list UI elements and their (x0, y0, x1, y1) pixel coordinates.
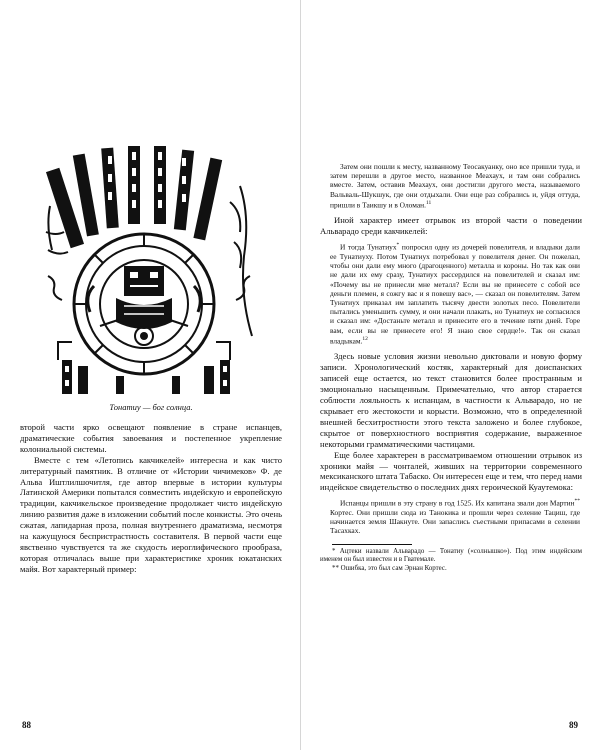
footnote-ref-11: 11 (425, 199, 432, 206)
right-paragraph-3: Еще более характерен в рассматриваемом отношении отрывок из хроники майя — чонталей, живших на территории современного мексиканского штата Табаско. Он интересен еще и тем, что перед нами индейское свидетельство о последних днях героической Куаутемока: (320, 449, 582, 493)
quote-1-text: Затем они пошли к месту, названному Теосакуанку, оно все пришли туда, и затем перешли в другое место, названное Меахаух, и там они собрались вместе. Затем, оставив Меахаух, они достигли другого места, называемого Вальваль-Шукшук, где они отдыхали. Они еще раз собрались и, уйдя оттуда, пришли в Таикшу и в Оломан. (330, 162, 580, 210)
right-page (300, 0, 600, 750)
right-paragraph-2: Здесь новые условия жизни невольно диктовали и новую форму записи. Хронологический костяк, характерный для доиспанских записей еще остается, но текст становится более пространным и эмоционально насыщенным. Примечательно, что автор старается соблюсти лояльность к испанцам, в частности к Альварадо, но не скрывает его жестокости и корысти. Возможно, что в определенной внешней бесхитростности этого текста заложено и более глубокое, скрытое от поверхностного восприятия содержание, выраженное некоторыми грамматическими частицами. (320, 351, 582, 449)
footnote-ref-12: 12 (362, 335, 368, 342)
quote-3-text-b: Кортес. Они пришли сюда из Танокика и прошли через селение Тациш, где начинается земля Шакнуте. Они запаслись съестными припасами в селении Тасахках. (330, 507, 580, 536)
quote-block-3 (320, 497, 582, 535)
left-paragraph-1: второй части ярко освещают появление в стране испанцев, драматические события завоевания и постепенное укрепление колониальной системы. (20, 422, 282, 454)
right-text-column (320, 158, 582, 573)
illustration-caption: Тонатиу — бог солнца. (109, 402, 193, 412)
footnote-marker-star: * (396, 242, 400, 249)
footnote-marker-double-star: ** (574, 498, 580, 505)
page-number-left: 88 (22, 720, 31, 730)
quote-2-text-a: И тогда Тунатиух (340, 242, 397, 252)
quote-2-text-b: попросил одну из дочерей повелителя, и владыки дали ее Тунатиуху. Потом Тунатиух потребовал у повелителя денег. Он пожелал, чтобы они дали ему много (драгоценного) металла и короны. Но так как они не дали их ему сразу, Тунатиух рассердился на повелителей и сказал им: «Почему вы не принесли мне металл? Если вы не принесете с собой все деньги племен, я сожгу вас и я повешу вас», — сказал он повелителям. Затем Тунатиух приказал им заплатить тысячу двести золотых песо. Повелители пытались уменьшить сумму, и они начали плакать, но Тунатиух не согласился и сказал им: «Достаньте металл и принесите его в течение пяти дней. Горе вам, если вы не принесете его! Я знаю свое сердце!». Так он сказал владыкам. (330, 242, 580, 346)
page-number-right: 89 (569, 720, 578, 730)
left-text-column (20, 422, 282, 575)
left-paragraph-2: Вместе с тем «Летопись какчикелей» интересна и как чисто литературный памятник. В отличие от «Истории чичимеков» Ф. де Альва Иштлилшочитля, где автор впервые в истории культуры Латинской Америки попытался совместить индейскую и европейскую традиции, какчикельское произведение продолжает чисто индейскую линию развития даже в изложении событий после конкисты. Это очень сжатая, лапидарная проза, полная внутреннего драматизма, несмотря на кажущуюся беспристрастность составителя. В первой части еще явственно чувствуется та же скудость иероглифического прообраза, которая отличалась выше при характеристике хроник юкатанских майя. Вот характерный пример: (20, 454, 282, 574)
footnote-rule (332, 544, 412, 545)
right-paragraph-1: Иной характер имеет отрывок из второй части о поведении Альварадо среди какчикелей: (320, 215, 582, 237)
footnotes (320, 548, 582, 574)
tonatiuh-illustration (44, 146, 254, 398)
quote-3-text-a: Испанцы пришли в эту страну в год 1525. Их капитана звали дон Мартин (340, 498, 575, 508)
quote-block-2 (320, 241, 582, 345)
quote-block-1 (320, 162, 582, 209)
footnote-2: ** Ошибка, это был сам Эрнан Кортес. (332, 564, 447, 572)
footnote-1: * Ацтеки назвали Альварадо — Тонатиу («солнышко»). Под этим индейским именем он был известен и в Гватемале. (320, 547, 582, 564)
